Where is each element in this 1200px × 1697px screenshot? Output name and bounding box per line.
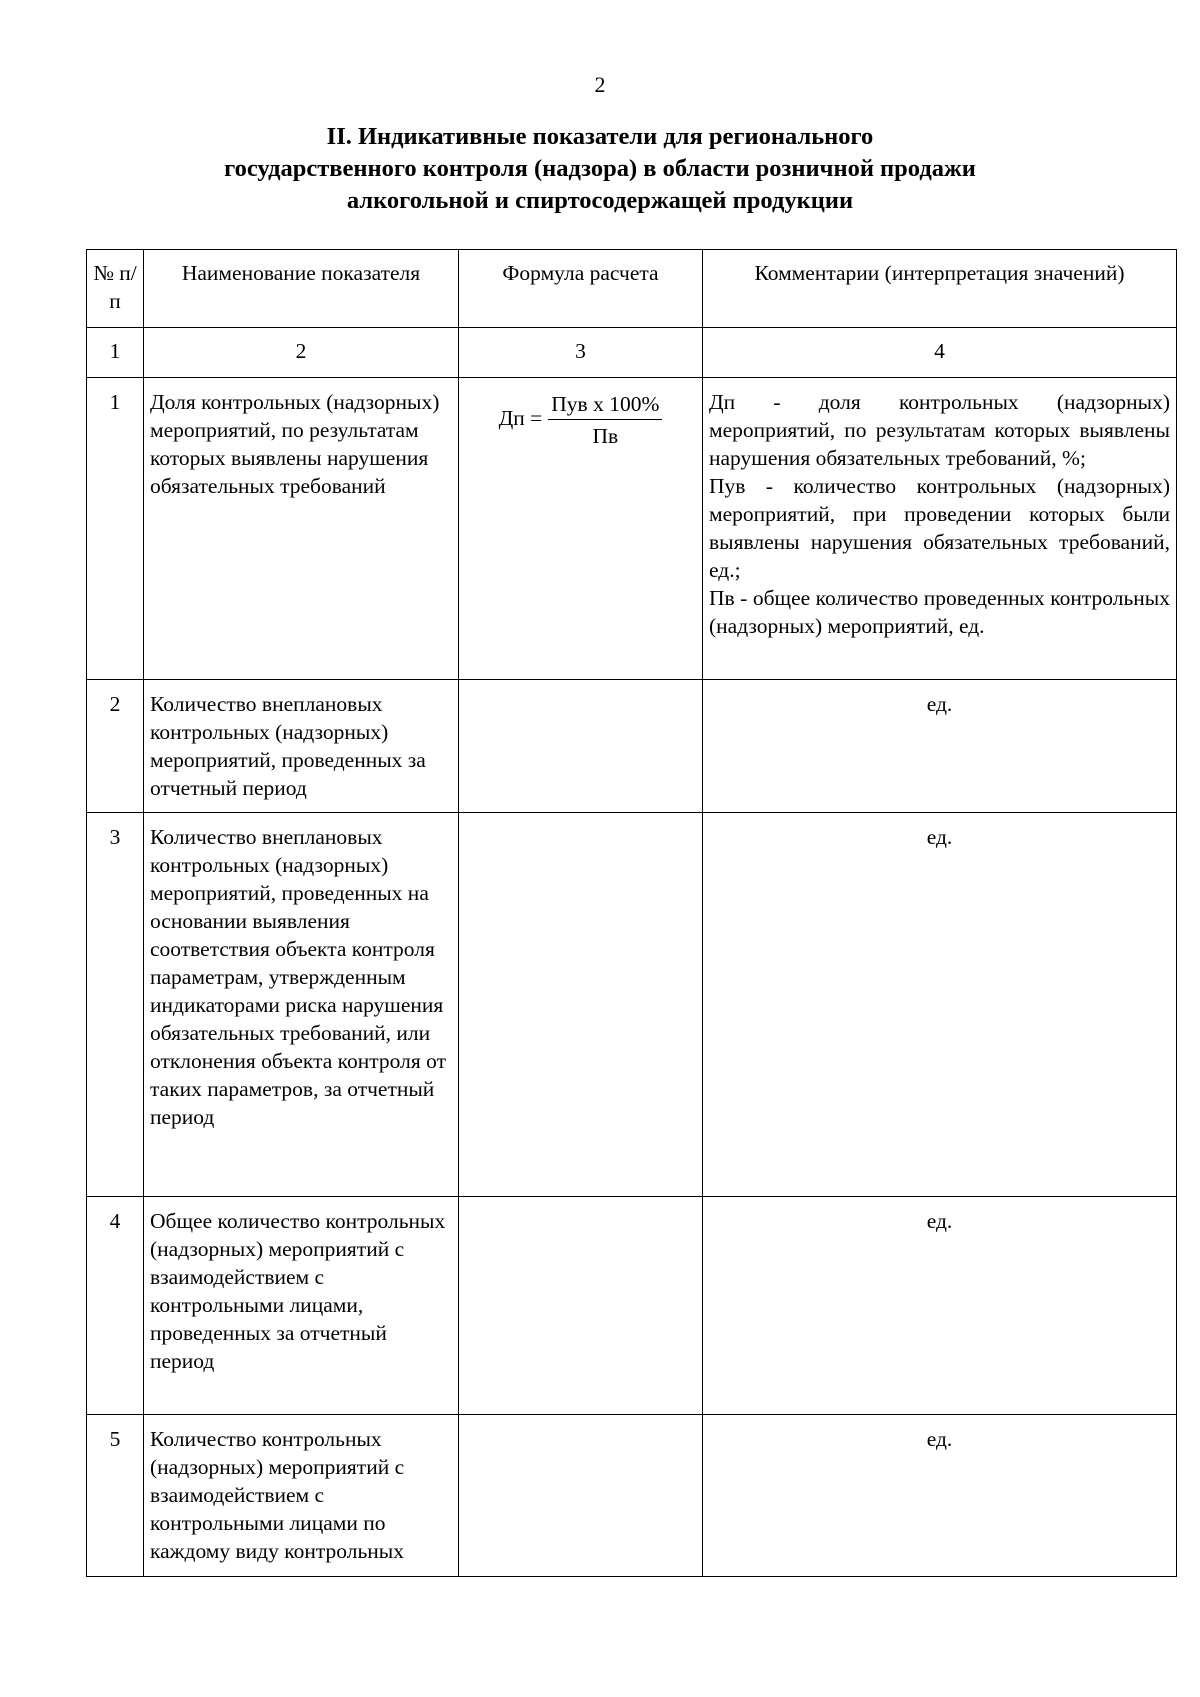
indicators-table: [86, 249, 1177, 1577]
section-title-line-1: II. Индикативные показатели для регионального: [326, 123, 874, 150]
table-row: [87, 1197, 1177, 1415]
comment-cell: ед.: [703, 680, 1177, 813]
comment-line: Пув - количество контрольных (надзорных) мероприятий, при проведении которых были выявлены нарушения обязательных требований, ед.;: [709, 474, 1170, 582]
formula-cell: [459, 813, 703, 1197]
indicator-name: Доля контрольных (надзорных) мероприятий, по результатам которых выявлены нарушения обязательных требований: [144, 378, 459, 680]
column-number-row: [87, 328, 1177, 378]
row-number: 5: [87, 1415, 144, 1577]
table-row: [87, 1415, 1177, 1577]
table-row: [87, 378, 1177, 680]
header-formula: Формула расчета: [459, 250, 703, 328]
indicator-name: Количество внеплановых контрольных (надзорных) мероприятий, проведенных за отчетный период: [144, 680, 459, 813]
indicator-name: Количество внеплановых контрольных (надзорных) мероприятий, проведенных на основании выявления соответствия объекта контроля параметрам, утвержденным индикаторами риска нарушения обязательных требований, или отклонения объекта контроля от таких параметров, за отчетный период: [144, 813, 459, 1197]
section-title-line-2: государственного контроля (надзора) в области розничной продажи: [224, 155, 976, 182]
comment-cell: ед.: [703, 813, 1177, 1197]
header-number: № п/п: [87, 250, 144, 328]
column-number: 3: [459, 328, 703, 378]
table-header-row: [87, 250, 1177, 328]
row-number: 3: [87, 813, 144, 1197]
formula-cell: [459, 1197, 703, 1415]
comment-line: Дп - доля контрольных (надзорных) мероприятий, по результатам которых выявлены нарушения обязательных требований, %;: [709, 390, 1170, 470]
column-number: 1: [87, 328, 144, 378]
table-row: [87, 680, 1177, 813]
comment-cell: [703, 378, 1177, 680]
comment-cell: ед.: [703, 1415, 1177, 1577]
indicator-name: Общее количество контрольных (надзорных) мероприятий с взаимодействием с контрольными лицами, проведенных за отчетный период: [144, 1197, 459, 1415]
formula-cell: [459, 378, 703, 680]
indicator-name: Количество контрольных (надзорных) мероприятий с взаимодействием с контрольными лицами по каждому виду контрольных: [144, 1415, 459, 1577]
formula-numerator: Пув х 100%: [548, 390, 662, 420]
comment-cell: ед.: [703, 1197, 1177, 1415]
column-number: 2: [144, 328, 459, 378]
row-number: 1: [87, 378, 144, 680]
table-row: [87, 813, 1177, 1197]
section-title: [100, 121, 1100, 217]
formula: [465, 388, 696, 450]
row-number: 4: [87, 1197, 144, 1415]
section-title-line-3: алкогольной и спиртосодержащей продукции: [346, 187, 854, 214]
formula-cell: [459, 1415, 703, 1577]
formula-lhs: Дп =: [498, 406, 543, 430]
column-number: 4: [703, 328, 1177, 378]
formula-fraction: [548, 390, 662, 450]
comment-line: Пв - общее количество проведенных контрольных (надзорных) мероприятий, ед.: [709, 586, 1170, 638]
header-comments: Комментарии (интерпретация значений): [703, 250, 1177, 328]
formula-denominator: Пв: [592, 424, 619, 448]
header-indicator-name: Наименование показателя: [144, 250, 459, 328]
formula-cell: [459, 680, 703, 813]
row-number: 2: [87, 680, 144, 813]
page-number: 2: [594, 72, 606, 97]
